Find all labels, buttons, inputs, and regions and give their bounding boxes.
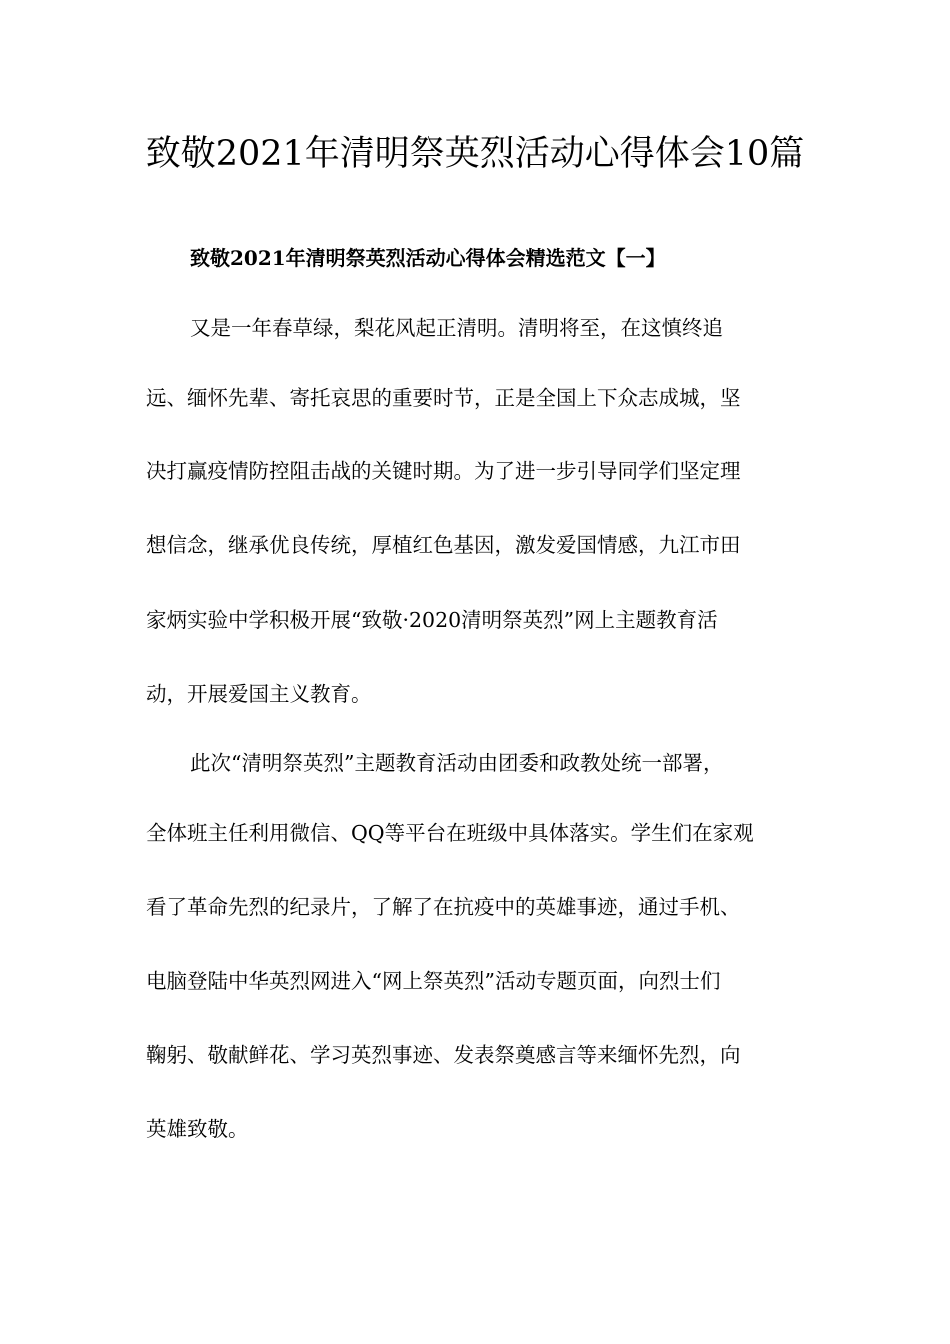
- paragraph-line: 家炳实验中学积极开展“致敬·2020清明祭英烈”网上主题教育活: [146, 608, 718, 632]
- paragraph-line: 动，开展爱国主义教育。: [146, 682, 372, 706]
- paragraph-line: 鞠躬、敬献鲜花、学习英烈事迹、发表祭奠感言等来缅怀先烈，向: [146, 1043, 741, 1067]
- paragraph-line: 远、缅怀先辈、寄托哀思的重要时节，正是全国上下众志成城，坚: [146, 386, 741, 410]
- paragraph-line: 决打赢疫情防控阻击战的关键时期。为了进一步引导同学们坚定理: [146, 459, 741, 483]
- document-title: 致敬2021年清明祭英烈活动心得体会10篇: [145, 134, 805, 174]
- paragraph-line: 又是一年春草绿，梨花风起正清明。清明将至，在这慎终追: [190, 316, 723, 340]
- paragraph-line: 全体班主任利用微信、QQ等平台在班级中具体落实。学生们在家观: [146, 821, 754, 845]
- paragraph-line: 英雄致敬。: [146, 1117, 249, 1141]
- paragraph-line: 此次“清明祭英烈”主题教育活动由团委和政教处统一部署，: [190, 751, 724, 775]
- paragraph-line: 想信念，继承优良传统，厚植红色基因，激发爱国情感，九江市田: [146, 533, 741, 557]
- paragraph-line: 看了革命先烈的纪录片，了解了在抗疫中的英雄事迹，通过手机、: [146, 895, 741, 919]
- section-heading: 致敬2021年清明祭英烈活动心得体会精选范文【一】: [190, 246, 666, 270]
- paragraph-line: 电脑登陆中华英烈网进入“网上祭英烈”活动专题页面，向烈士们: [146, 969, 721, 993]
